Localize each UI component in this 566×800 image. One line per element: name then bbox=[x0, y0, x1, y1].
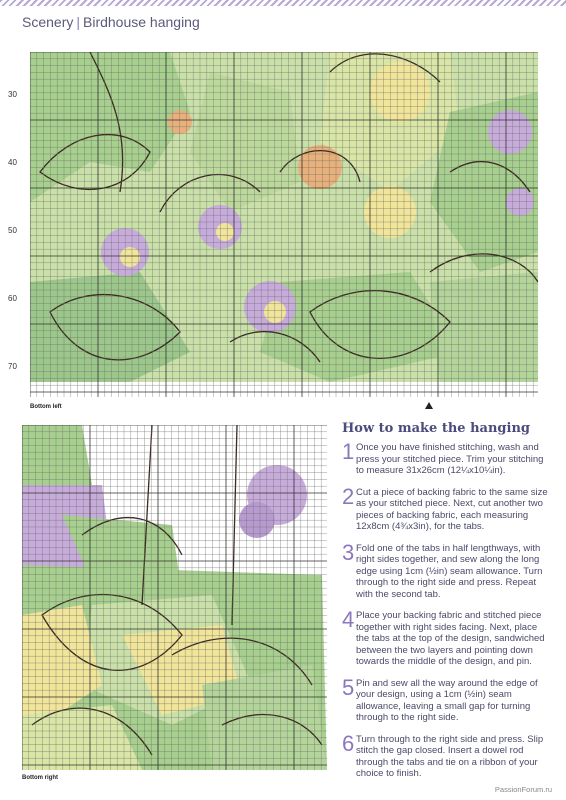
step-number: 2 bbox=[342, 483, 355, 509]
chart-caption-bottom-left: Bottom left bbox=[30, 404, 62, 410]
row-label-30: 30 bbox=[8, 90, 17, 99]
cross-stitch-chart-bottom-right bbox=[22, 425, 327, 770]
step-text: Cut a piece of backing fabric to the same size as your stitched piece. Next, cut another two pieces of backing fabric, each measuring 12x8cm (4¾x3in), for the tabs. bbox=[356, 486, 548, 532]
step-text: Pin and sew all the way around the edge of your design, using a 1cm (½in) seam allowance, leaving a small gap for turning through to the right side. bbox=[356, 677, 538, 723]
step-number: 3 bbox=[342, 539, 355, 565]
row-label-40: 40 bbox=[8, 158, 17, 167]
section-label: Scenery bbox=[22, 14, 74, 30]
chart-caption-bottom-right: Bottom right bbox=[22, 775, 58, 781]
page-header bbox=[22, 14, 200, 30]
row-label-70: 70 bbox=[8, 362, 17, 371]
step-text: Place your backing fabric and stitched piece together with right sides facing. Next, place the tabs at the top of the design, sandwiched between the two layers and pointing down towards the middle of the design, and pin. bbox=[356, 610, 545, 667]
step-text: Fold one of the tabs in half lengthways, with right sides together, and sew along the long edge using 1cm (½in) seam allowance. Turn through to the right side and press. Repeat with the second tab. bbox=[356, 542, 543, 600]
instruction-step bbox=[342, 539, 552, 601]
instruction-step bbox=[342, 483, 552, 533]
instruction-step bbox=[342, 674, 552, 724]
cross-stitch-chart-bottom-left bbox=[30, 52, 538, 397]
header-separator: | bbox=[76, 14, 80, 30]
step-number: 1 bbox=[342, 439, 355, 464]
step-text: Turn through to the right side and press. Slip stitch the gap closed. Insert a dowel rod through the tabs and tie on a ribbon of your choice to finish. bbox=[356, 733, 544, 779]
instruction-step bbox=[342, 730, 552, 780]
top-stripe bbox=[0, 0, 566, 6]
instruction-step bbox=[342, 439, 552, 477]
instructions-heading: How to make the hanging bbox=[342, 421, 531, 436]
step-number: 4 bbox=[342, 607, 355, 632]
step-number: 6 bbox=[342, 730, 355, 756]
center-marker-arrow bbox=[425, 402, 433, 409]
row-label-60: 60 bbox=[8, 294, 17, 303]
watermark: PassionForum.ru bbox=[494, 785, 552, 794]
page-title: Birdhouse hanging bbox=[83, 14, 200, 30]
instruction-step bbox=[342, 607, 552, 668]
instructions-panel bbox=[342, 421, 552, 790]
row-label-50: 50 bbox=[8, 226, 17, 235]
step-number: 5 bbox=[342, 674, 355, 700]
step-text: Once you have finished stitching, wash and press your stitched piece. Trim your stitching to measure 31x26cm (12¼x10¼in). bbox=[356, 442, 544, 476]
